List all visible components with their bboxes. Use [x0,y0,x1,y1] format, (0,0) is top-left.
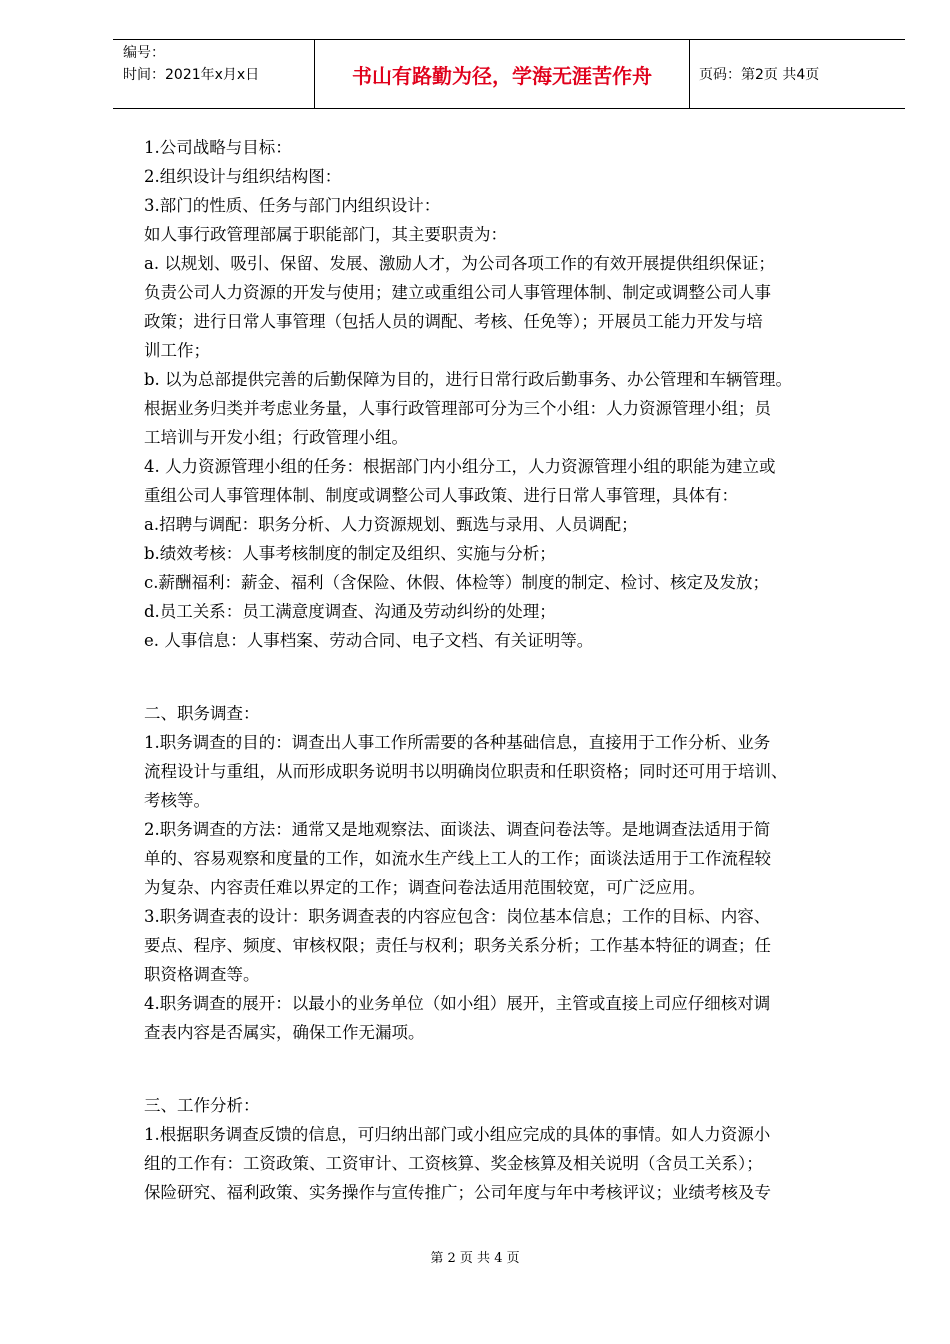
paragraph-line: 工培训与开发小组；行政管理小组。 [144,428,408,447]
paragraph-line: 职资格调查等。 [144,965,260,984]
section-gap [144,655,904,699]
paragraph-line: 1.公司战略与目标： [144,138,292,157]
paragraph-line: 流程设计与重组，从而形成职务说明书以明确岗位职责和任职资格；同时还可用于培训、 [144,762,788,781]
paragraph-line: 2.职务调查的方法：通常又是地观察法、面谈法、调查问卷法等。是地调查法适用于简 [144,820,771,839]
document-body [144,133,904,1207]
paragraph-line: c.薪酬福利：薪金、福利（含保险、休假、体检等）制度的制定、检讨、核定及发放； [144,573,769,592]
paragraph-line: 组的工作有：工资政策、工资审计、工资核算、奖金核算及相关说明（含员工关系）； [144,1154,763,1173]
paragraph-line: b. 以为总部提供完善的后勤保障为目的，进行日常行政后勤事务、办公管理和车辆管理。 [144,370,793,389]
paragraph-line: a.招聘与调配：职务分析、人力资源规划、甄选与录用、人员调配； [144,515,638,534]
paragraph-line: 根据业务归类并考虑业务量，人事行政管理部可分为三个小组：人力资源管理小组；员 [144,399,771,418]
page-header [113,39,905,109]
paragraph-line: 三、工作分析： [144,1096,260,1115]
paragraph-line: 单的、容易观察和度量的工作，如流水生产线上工人的工作；面谈法适用于工作流程较 [144,849,771,868]
paragraph-line: 1.职务调查的目的：调查出人事工作所需要的各种基础信息，直接用于工作分析、业务 [144,733,771,752]
paragraph-line: 为复杂、内容责任难以界定的工作；调查问卷法适用范围较宽，可广泛应用。 [144,878,705,897]
paragraph-line: 保险研究、福利政策、实务操作与宣传推广；公司年度与年中考核评议；业绩考核及专 [144,1183,771,1202]
paragraph-line: 如人事行政管理部属于职能部门，其主要职责为： [144,225,507,244]
paragraph-line: e. 人事信息：人事档案、劳动合同、电子文档、有关证明等。 [144,631,594,650]
paragraph-line: 3.职务调查表的设计：职务调查表的内容应包含：岗位基本信息；工作的目标、内容、 [144,907,771,926]
paragraph-line: 考核等。 [144,791,210,810]
header-meta [113,40,315,108]
paragraph-line: 2.组织设计与组织结构图： [144,167,342,186]
section-gap [144,1047,904,1091]
paragraph-line: 4.职务调查的展开：以最小的业务单位（如小组）展开，主管或直接上司应仔细核对调 [144,994,771,1013]
page-footer: 第 2 页 共 4 页 [430,1251,520,1266]
paragraph-line: 训工作； [144,341,210,360]
paragraph-line: a. 以规划、吸引、保留、发展、激励人才，为公司各项工作的有效开展提供组织保证； [144,254,775,273]
header-motto: 书山有路勤为径，学海无涯苦作舟 [315,40,690,108]
paragraph-line: 1.根据职务调查反馈的信息，可归纳出部门或小组应完成的具体的事情。如人力资源小 [144,1125,771,1144]
time-label: 时间：2021年x月x日 [123,67,260,83]
paragraph-line: 4. 人力资源管理小组的任务：根据部门内小组分工，人力资源管理小组的职能为建立或 [144,457,776,476]
paragraph-line: 政策；进行日常人事管理（包括人员的调配、考核、任免等）；开展员工能力开发与培 [144,312,763,331]
paragraph-line: 重组公司人事管理体制、制度或调整公司人事政策、进行日常人事管理，具体有： [144,486,738,505]
paragraph-line: 要点、程序、频度、审核权限；责任与权利；职务关系分析；工作基本特征的调查；任 [144,936,771,955]
paragraph-line: b.绩效考核：人事考核制度的制定及组织、实施与分析； [144,544,556,563]
paragraph-line: 负责公司人力资源的开发与使用；建立或重组公司人事管理体制、制定或调整公司人事 [144,283,771,302]
paragraph-line: 二、职务调查： [144,704,260,723]
paragraph-line: 查表内容是否属实，确保工作无漏项。 [144,1023,425,1042]
paragraph-line: d.员工关系：员工满意度调查、沟通及劳动纠纷的处理； [144,602,556,621]
number-label: 编号： [123,45,165,61]
paragraph-line: 3.部门的性质、任务与部门内组织设计： [144,196,441,215]
header-page-number: 页码：第2页 共4页 [699,67,820,83]
